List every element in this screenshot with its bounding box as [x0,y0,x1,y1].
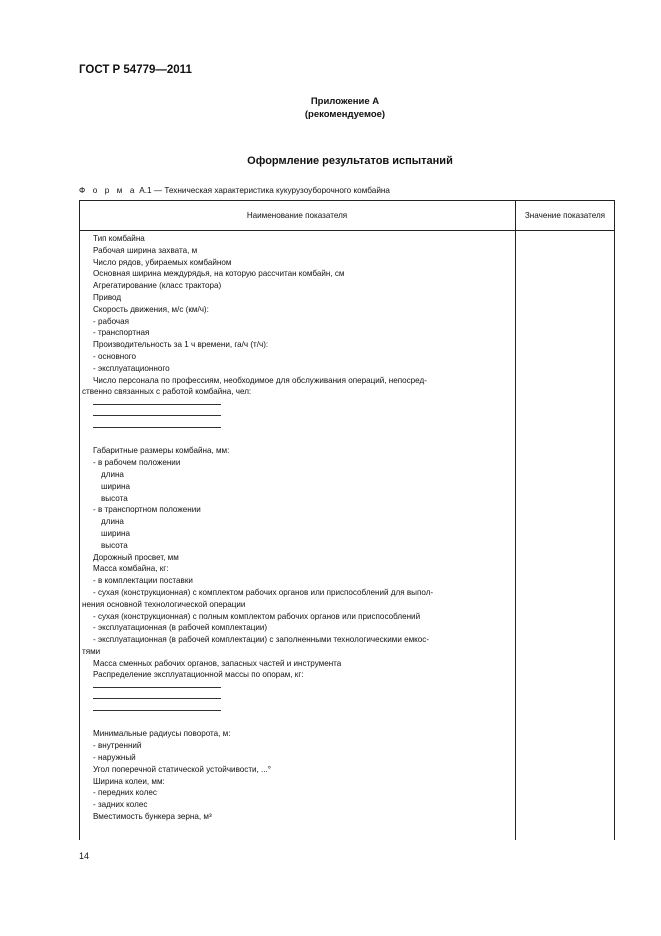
table-row: Распределение эксплуатационной массы по опорам, кг: [93,670,304,680]
fill-underline [93,687,221,688]
table-row: - эксплуатационного [93,363,170,373]
table-row: Производительность за 1 ч времени, га/ч (т/ч): [93,340,269,350]
table-row: Вместимость бункера зерна, м³ [93,812,212,822]
table-row: ширина [101,528,131,538]
table-row: - сухая (конструкционная) с комплектом рабочих органов или приспособлений для выпол- [93,587,434,597]
form-number: А.1 [139,186,152,195]
table-row: Тип комбайна [93,234,145,243]
table-row: Масса сменных рабочих органов, запасных частей и инструмента [93,658,342,668]
table-row: - наружный [93,753,136,763]
table-row: - рабочая [93,316,130,326]
header-indicator-name: Наименование показателя [246,210,348,220]
fill-underline [93,404,221,405]
table-row: - в транспортном положении [93,505,201,515]
annex-status: (рекомендуемое) [304,109,386,120]
table-row: Ширина колеи, мм: [93,776,165,786]
table-row: - транспортная [93,328,150,338]
table-rows [79,233,515,823]
table-row: нения основной технологической операции [82,599,246,609]
table-row: тями [82,646,101,656]
page-number: 14 [79,851,90,861]
table-border-right [614,200,615,840]
fill-underline [93,710,221,711]
table-row: Масса комбайна, кг: [93,564,169,574]
table-row: - эксплуатационная (в рабочей комплектации) с заполненными технологическими емкос- [93,635,430,645]
table-row: Привод [93,292,122,302]
blank-fill-line [79,398,515,410]
table-row: Число рядов, убираемых комбайном [93,257,232,267]
table-header-divider [79,230,615,231]
characteristics-table [79,200,615,840]
table-row: высота [101,540,128,550]
table-row: высота [101,493,128,503]
form-caption [79,186,390,195]
table-row: длина [101,469,124,479]
table-row: ственно связанных с работой комбайна, чел: [82,387,252,397]
table-row: - сухая (конструкционная) с полным комплектом рабочих органов или приспособлений [93,611,421,621]
blank-fill-line [79,410,515,422]
table-row: Рабочая ширина захвата, м [93,245,198,255]
table-row: Основная ширина междурядья, на которую рассчитан комбайн, см [93,269,345,279]
table-row: - в комплектации поставки [93,576,193,586]
table-row: Агрегатирование (класс трактора) [93,281,222,291]
form-label: Ф о р м а [79,186,138,195]
table-row: ширина [101,481,131,491]
table-row: - в рабочем положении [93,458,181,468]
table-row: Дорожный просвет, мм [93,552,179,562]
blank-fill-line [79,422,515,434]
table-row: - задних колес [93,800,148,810]
table-row: длина [101,517,124,527]
annex-heading [240,95,450,121]
table-row: - передних колес [93,788,157,798]
table-row: Габаритные размеры комбайна, мм: [93,446,230,456]
spacer-row [79,434,515,446]
blank-fill-line [79,705,515,717]
table-row: Угол поперечной статической устойчивости, ...° [93,764,272,774]
fill-underline [93,415,221,416]
table-row: - основного [93,351,137,361]
table-column-divider [515,200,516,840]
table-row: Скорость движения, м/с (км/ч): [93,304,209,314]
document-code: ГОСТ Р 54779—2011 [79,64,192,76]
blank-fill-line [79,693,515,705]
annex-title: Приложение А [310,96,380,107]
section-title: Оформление результатов испытаний [247,155,453,167]
table-row: Число персонала по профессиям, необходимое для обслуживания операций, непосред- [93,375,427,385]
table-row: - эксплуатационная (в рабочей комплектации) [93,623,268,633]
form-caption-text: — Техническая характеристика кукурузоуборочного комбайна [153,186,390,195]
spacer-row [79,717,515,729]
header-indicator-value: Значение показателя [524,210,606,220]
blank-fill-line [79,681,515,693]
table-row: - внутренний [93,741,142,751]
fill-underline [93,698,221,699]
table-row: Минимальные радиусы поворота, м: [93,729,231,739]
fill-underline [93,427,221,428]
